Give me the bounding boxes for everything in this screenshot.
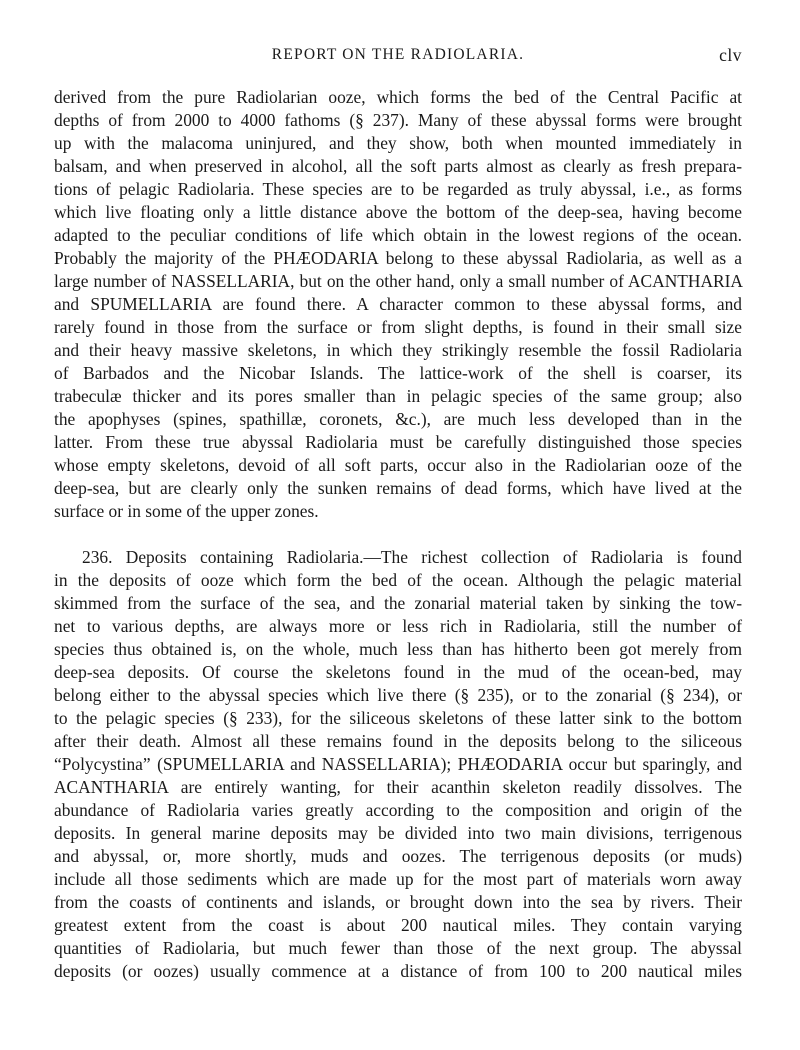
page-number: clv [719,45,742,65]
running-title: REPORT ON THE RADIOLARIA. [271,46,525,63]
text-line: of Barbados and the Nicobar Islands. The lattice-work of the shell is coarser, its [54,363,742,383]
text-line: the apophyses (spines, spathillæ, coronets, &c.), are much less developed than in the [54,409,742,429]
text-line: deposits. In general marine deposits may be divided into two main divisions, terrigenous [54,823,742,843]
text-line: rarely found in those from the surface or from slight depths, is found in their small size [54,317,742,337]
running-head [54,46,742,72]
text-line: surface or in some of the upper zones. [54,501,319,521]
text-line: and SPUMELLARIA are found there. A character common to these abyssal forms, and [54,294,742,314]
text-line: greatest extent from the coast is about 200 nautical miles. They contain varying [54,915,742,935]
text-line: belong either to the abyssal species which live there (§ 235), or to the zonarial (§ 234), or [54,685,742,705]
text-line: quantities of Radiolaria, but much fewer than those of the next group. The abyssal [54,938,742,958]
text-line: Probably the majority of the PHÆODARIA belong to these abyssal Radiolaria, as well as a [54,248,742,268]
text-line: to the pelagic species (§ 233), for the siliceous skeletons of these latter sink to the bottom [54,708,742,728]
text-line: species thus obtained is, on the whole, much less than has hitherto been got merely from [54,639,742,659]
text-line: and abyssal, or, more shortly, muds and oozes. The terrigenous deposits (or muds) [54,846,742,866]
text-line: net to various depths, are always more or less rich in Radiolaria, still the number of [54,616,742,636]
text-line: in the deposits of ooze which form the bed of the ocean. Although the pelagic material [54,570,742,590]
paragraph-gap [54,523,742,546]
text-line: derived from the pure Radiolarian ooze, which forms the bed of the Central Pacific at [54,87,742,107]
text-line: from the coasts of continents and islands, or brought down into the sea by rivers. Their [54,892,742,912]
text-line: which live floating only a little distance above the bottom of the deep-sea, having become [54,202,742,222]
text-line: after their death. Almost all these remains found in the deposits belong to the siliceous [54,731,742,751]
text-line: deep-sea deposits. Of course the skeletons found in the mud of the ocean-bed, may [54,662,742,682]
text-line: depths of from 2000 to 4000 fathoms (§ 237). Many of these abyssal forms were brought [54,110,742,130]
text-line: abundance of Radiolaria varies greatly according to the composition and origin of the [54,800,742,820]
text-line: whose empty skeletons, devoid of all soft parts, occur also in the Radiolarian ooze of the [54,455,742,475]
text-line: balsam, and when preserved in alcohol, all the soft parts almost as clearly as fresh prepara- [54,156,742,176]
text-line: deposits (or oozes) usually commence at a distance of from 100 to 200 nautical miles [54,961,742,981]
text-line: include all those sediments which are made up for the most part of materials worn away [54,869,742,889]
text-line: and their heavy massive skeletons, in which they strikingly resemble the fossil Radiolaria [54,340,742,360]
paragraph-1-end [54,500,742,523]
text-line: ACANTHARIA are entirely wanting, for their acanthin skeleton readily dissolves. The [54,777,742,797]
text-line: skimmed from the surface of the sea, and the zonarial material taken by sinking the tow- [54,593,742,613]
text-line: latter. From these true abyssal Radiolaria must be carefully distinguished those species [54,432,742,452]
paragraph-2 [54,546,742,983]
text-line: tions of pelagic Radiolaria. These species are to be regarded as truly abyssal, i.e., as forms [54,179,742,199]
text-line: trabeculæ thicker and its pores smaller than in pelagic species of the same group; also [54,386,742,406]
text-line: 236. Deposits containing Radiolaria.—The richest collection of Radiolaria is found [82,547,742,567]
body-text [54,86,742,983]
paragraph-1 [54,86,742,500]
text-line: “Polycystina” (SPUMELLARIA and NASSELLARIA); PHÆODARIA occur but sparingly, and [54,754,742,774]
text-line: large number of NASSELLARIA, but on the other hand, only a small number of ACANTHARIA [54,271,742,291]
text-line: up with the malacoma uninjured, and they show, both when mounted immediately in [54,133,742,153]
text-line: deep-sea, but are clearly only the sunken remains of dead forms, which have lived at the [54,478,742,498]
text-line: adapted to the peculiar conditions of life which obtain in the lowest regions of the ocean. [54,225,742,245]
